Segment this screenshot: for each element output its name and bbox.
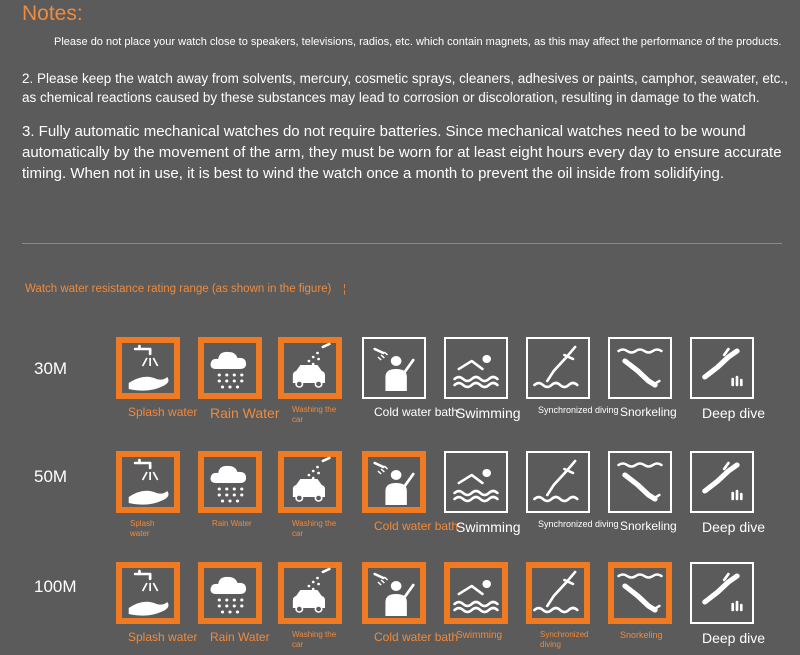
swimming-icon xyxy=(444,451,508,513)
icon-label: Deep dive xyxy=(702,630,766,646)
note-chemicals: 2. Please keep the watch away from solvents, mercury, cosmetic sprays, cleaners, adhesives or paints, camphor, seawater, etc., as chemical reactions caused by these substances may lead to corrosion or discoloration, resulting in damage to the watch. xyxy=(22,71,788,105)
icon-label: Splash water xyxy=(128,630,198,644)
diving-icon xyxy=(526,451,590,513)
icon-label: Snorkeling xyxy=(620,405,677,419)
shower-icon xyxy=(362,562,426,624)
icon-label: Synchronized diving xyxy=(538,519,619,529)
icon-label: Cold water bath xyxy=(374,630,459,644)
note-mechanical: 3. Fully automatic mechanical watches do not require batteries. Since mechanical watches need to be wound automatically by the movement of the arm, they must be worn for at least eight hours every day to ensure accurate timing. When not in use, it is best to wind the watch once a month to prevent the oil inside from solidifying. xyxy=(22,123,782,182)
icon-label: Synchronized diving xyxy=(538,405,619,415)
snorkel-icon xyxy=(608,337,672,399)
icon-label: Synchronized diving xyxy=(540,630,589,649)
splash-water-icon xyxy=(116,451,180,513)
icon-label: Rain Water xyxy=(212,519,252,528)
icon-label: Swimming xyxy=(456,630,503,641)
icon-label: Washing the car xyxy=(292,519,337,538)
snorkel-icon xyxy=(608,451,672,513)
car-wash-icon xyxy=(278,337,342,399)
deep-dive-icon xyxy=(690,337,754,399)
swimming-icon xyxy=(444,562,508,624)
icon-label: Splash water xyxy=(130,519,155,538)
icon-label: Swimming xyxy=(456,519,521,535)
icon-label: Washing the car xyxy=(292,630,337,649)
splash-water-icon xyxy=(116,337,180,399)
icon-label: Swimming xyxy=(456,405,521,421)
depth-rating: 50M xyxy=(34,467,68,486)
section-divider xyxy=(22,243,782,244)
car-wash-icon xyxy=(278,451,342,513)
car-wash-icon xyxy=(278,562,342,624)
icon-label: Snorkeling xyxy=(620,519,677,533)
splash-water-icon xyxy=(116,562,180,624)
icon-label: Rain Water xyxy=(210,630,270,644)
icon-label: Snorkeling xyxy=(620,630,663,640)
diving-icon xyxy=(526,337,590,399)
icon-label: Cold water bath xyxy=(374,405,459,419)
diving-icon xyxy=(526,562,590,624)
deep-dive-icon xyxy=(690,451,754,513)
icon-label: Rain Water xyxy=(210,405,280,421)
swimming-icon xyxy=(444,337,508,399)
rain-icon xyxy=(198,562,262,624)
snorkel-icon xyxy=(608,562,672,624)
icon-label: Washing the car xyxy=(292,405,337,424)
icon-label: Deep dive xyxy=(702,519,766,535)
depth-rating: 100M xyxy=(34,577,77,596)
rain-icon xyxy=(198,451,262,513)
shower-icon xyxy=(362,337,426,399)
rain-icon xyxy=(198,337,262,399)
icon-label: Splash water xyxy=(128,405,198,419)
notes-title: Notes: xyxy=(22,2,83,25)
note-magnets: Please do not place your watch close to speakers, televisions, radios, etc. which contain magnets, as this may affect the performance of the products. xyxy=(54,36,782,48)
depth-rating: 30M xyxy=(34,359,68,378)
heading-mark: ¦ xyxy=(343,283,346,295)
icon-label: Deep dive xyxy=(702,405,766,421)
shower-icon xyxy=(362,451,426,513)
icon-label: Cold water bath xyxy=(374,519,459,533)
water-resistance-heading: Watch water resistance rating range (as shown in the figure) xyxy=(25,283,332,295)
deep-dive-icon xyxy=(690,562,754,624)
